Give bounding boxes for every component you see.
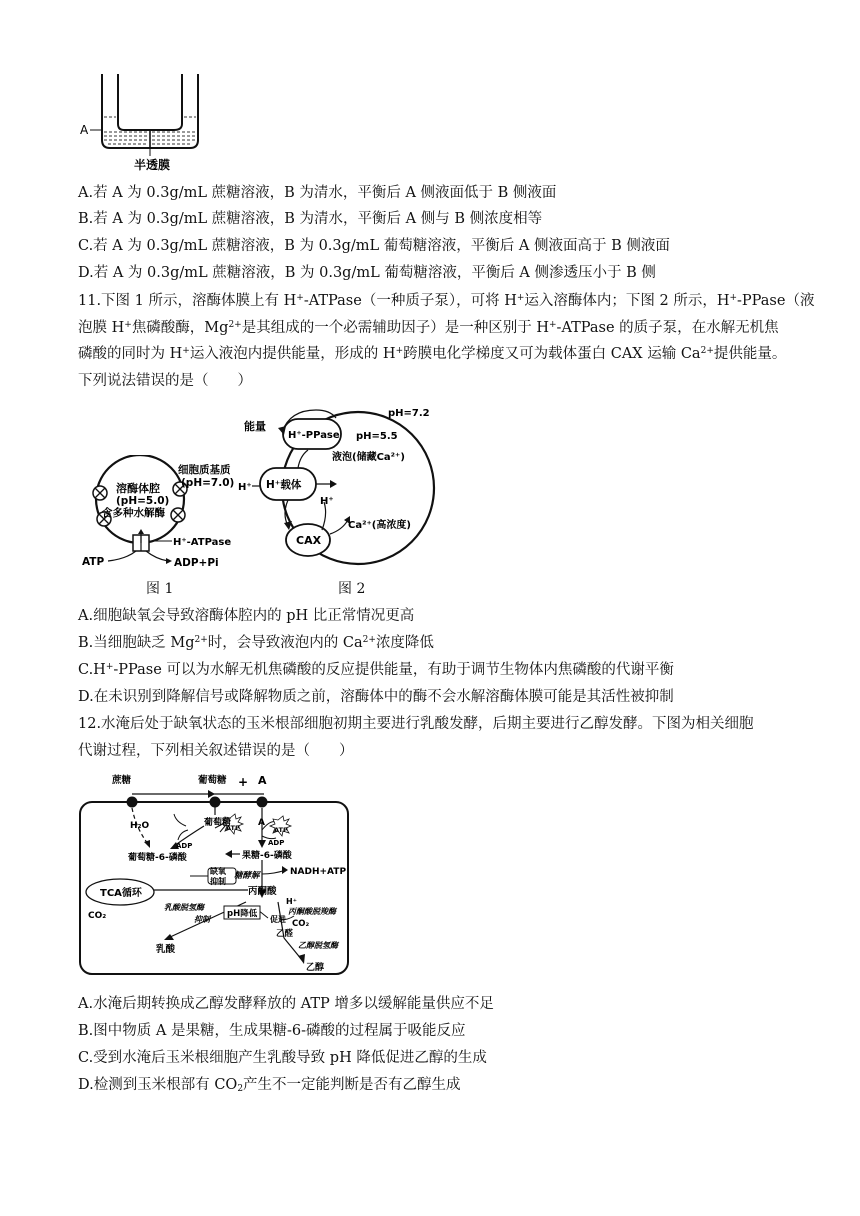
inhibit-label: 抑制 — [194, 915, 210, 924]
ldh-label: 乳酸脱氢酶 — [164, 903, 204, 912]
q11-option-c: C.H+-PPase 可以为水解无机焦磷酸的反应提供能量，有助于调节生物体内焦磷酸的代谢平衡 — [78, 662, 674, 678]
q12-option-d: D.检测到玉米根部有 $CO_2$产生不一定能判断是否有乙醇生成 — [78, 1077, 461, 1094]
energy-label: 能量 — [244, 420, 266, 433]
q12-option-b: B.图中物质 A 是果糖，生成果糖-6-磷酸的过程属于吸能反应 — [78, 1023, 466, 1039]
atp-label: ATP — [82, 556, 105, 568]
nadh-atp-label: NADH+ATP — [290, 867, 347, 877]
promote-label: 促进 — [270, 915, 286, 924]
plus-label: + — [238, 775, 249, 789]
lumen-label-3: 含多种水解酶 — [102, 507, 165, 519]
adh-label: 乙醇脱氢酶 — [298, 941, 338, 950]
adp1-label: ADP — [176, 842, 193, 850]
ph-in-label: pH=5.5 — [356, 431, 398, 442]
acetaldehyde-label: 乙醛 — [276, 929, 294, 939]
glucose-top-label: 葡萄糖 — [198, 775, 227, 786]
co2-right-label: CO₂ — [292, 919, 310, 929]
q12-stem-line-2: 代谢过程，下列相关叙述错误的是（ ） — [78, 743, 354, 759]
ph-drop-label: pH降低 — [227, 909, 258, 919]
atp1-label: ATP — [226, 824, 240, 832]
u-tube-figure — [78, 74, 208, 174]
q10-option-c: C.若 A 为 0.3g/mL 蔗糖溶液，B 为 0.3g/mL 葡萄糖溶液，平衡后 A 侧液面高于 B 侧液面 — [78, 238, 670, 254]
h2o-label: H₂O — [130, 821, 150, 831]
lactate-label: 乳酸 — [156, 944, 176, 955]
vacuole-figure — [238, 402, 438, 572]
sucrose-label: 蔗糖 — [112, 775, 132, 786]
vacuole-label: 液泡(储藏Ca²⁺) — [332, 452, 405, 463]
lumen-label-1: 溶酶体腔 — [116, 482, 160, 495]
a-top-label: A — [258, 774, 267, 787]
u-tube-label-a: A — [80, 123, 89, 137]
figure-2-caption: 图 2 — [338, 581, 366, 597]
h-right-label: H⁺ — [320, 496, 334, 507]
metabolism-figure — [78, 770, 354, 980]
lysosome-figure — [78, 455, 238, 573]
cytoplasm-label-1: 细胞质基质 — [178, 464, 231, 476]
carrier-label: H⁺载体 — [266, 479, 302, 491]
q10-option-b: B.若 A 为 0.3g/mL 蔗糖溶液，B 为清水，平衡后 A 侧与 B 侧浓度相等 — [78, 211, 543, 227]
ca-label: Ca²⁺(高浓度) — [348, 520, 411, 531]
q11-stem-line-1: 11.下图 1 所示，溶酶体膜上有 H+-ATPase（一种质子泵），可将 H+运入溶酶体内；下图 2 所示，H+-PPase（液 — [78, 293, 815, 309]
q11-option-b: B.当细胞缺乏 $Mg^{2+}$时，会导致液泡内的 $Ca^{2+}$浓度降低 — [78, 635, 434, 651]
glycolysis-label: 糖酵解 — [234, 871, 260, 881]
q12-option-a: A.水淹后期转换成乙醇发酵释放的 ATP 增多以缓解能量供应不足 — [78, 996, 494, 1012]
adp2-label: ADP — [268, 839, 285, 847]
figure-1-caption: 图 1 — [146, 581, 174, 597]
q11-stem-line-2: 泡膜 H+焦磷酸酶，$Mg^{2+}$是其组成的一个必需辅助因子）是一种区别于 H+-ATPase 的质子泵，在水解无机焦 — [78, 320, 779, 336]
q11-stem-line-4: 下列说法错误的是（ ） — [78, 373, 252, 389]
a-in-label: A — [258, 818, 265, 828]
lumen-label-2: (pH=5.0) — [116, 495, 170, 507]
tca-label: TCA循环 — [100, 888, 142, 899]
pyruvate-label: 丙酮酸 — [248, 886, 277, 897]
cytoplasm-label-2: (pH=7.0) — [181, 477, 235, 489]
glucose-in-label: 葡萄糖 — [204, 818, 232, 828]
ph-out-label: pH=7.2 — [388, 408, 430, 419]
h-left-label: H⁺ — [238, 482, 252, 493]
co2-left-label: CO₂ — [88, 911, 107, 921]
pump-label: H⁺-ATPase — [173, 537, 232, 548]
ethanol-label: 乙醇 — [306, 963, 325, 973]
f6p-label: 果糖-6-磷酸 — [242, 851, 292, 861]
hypoxia-label-1: 缺氧 — [210, 867, 226, 876]
q10-option-d: D.若 A 为 0.3g/mL 蔗糖溶液，B 为 0.3g/mL 葡萄糖溶液，平衡后 A 侧渗透压小于 B 侧 — [78, 265, 656, 281]
cax-label: CAX — [296, 534, 322, 547]
q11-stem-line-3: 磷酸的同时为 H+运入液泡内提供能量，形成的 H+跨膜电化学梯度又可为载体蛋白 CAX 运输 $Ca^{2+}$提供能量。 — [78, 346, 787, 362]
pdc-label: 丙酮酸脱羧酶 — [288, 907, 336, 916]
g6p-label: 葡萄糖-6-磷酸 — [128, 853, 187, 863]
q11-option-d: D.在未识别到降解信号或降解物质之前，溶酶体中的酶不会水解溶酶体膜可能是其活性被抑制 — [78, 689, 674, 705]
q12-option-c: C.受到水淹后玉米根细胞产生乳酸导致 pH 降低促进乙醇的生成 — [78, 1050, 487, 1066]
hypoxia-label-2: 抑制 — [210, 877, 226, 886]
h-plus-label: H⁺ — [286, 897, 297, 906]
membrane-label: 半透膜 — [134, 158, 171, 172]
ppase-label: H⁺-PPase — [288, 430, 340, 441]
q11-option-a: A.细胞缺氧会导致溶酶体腔内的 pH 比正常情况更高 — [78, 608, 415, 624]
atp2-label: ATP — [274, 826, 288, 834]
q12-stem-line-1: 12.水淹后处于缺氧状态的玉米根部细胞初期主要进行乳酸发酵，后期主要进行乙醇发酵。下图为相关细胞 — [78, 716, 754, 732]
q10-option-a: A.若 A 为 0.3g/mL 蔗糖溶液，B 为清水，平衡后 A 侧液面低于 B 侧液面 — [78, 185, 557, 201]
adp-label: ADP+Pi — [174, 557, 219, 569]
